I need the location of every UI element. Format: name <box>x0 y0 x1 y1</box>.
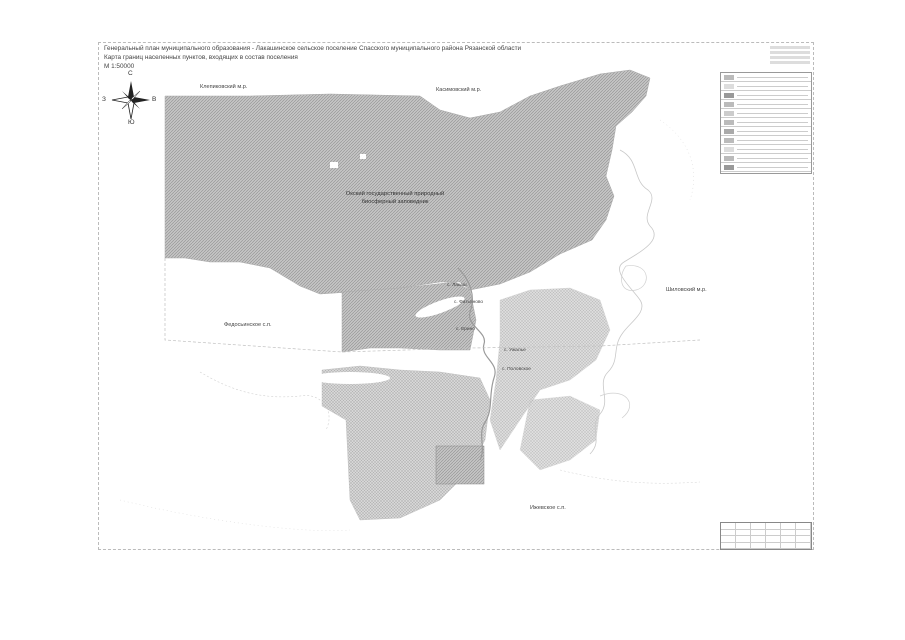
title-block <box>720 522 812 550</box>
compass-north: С <box>128 70 133 77</box>
neighbor-label: Ижевское с.п. <box>530 505 566 511</box>
map-title: Генеральный план муниципального образования - Лакашинское сельское поселение Спасского муниципального района Рязанской области <box>104 45 522 52</box>
lower-territory <box>322 366 490 520</box>
legend-panel <box>720 72 812 174</box>
map-scale: М 1:50000 <box>104 63 135 70</box>
reserve-label <box>330 190 460 206</box>
map-subtitle: Карта границ населенных пунктов, входящих в состав поселения <box>104 54 298 61</box>
compass-east: В <box>152 96 157 103</box>
neighbor-label: Касимовский м.р. <box>436 87 482 93</box>
village-label: с. Лакаш <box>447 283 467 288</box>
village-label: с. Ужалье <box>504 348 526 353</box>
neighbor-label: Федосьинское с.п. <box>224 322 272 328</box>
village-label: с. Ерино <box>456 327 475 332</box>
southern-territory <box>342 282 476 352</box>
village-label: с. Фатьяново <box>454 300 484 305</box>
neighbor-label: Клепиковский м.р. <box>200 84 248 90</box>
dark-parcel <box>436 446 484 484</box>
reserve-label-line1: Окский государственный природный <box>345 191 445 197</box>
reserve-label-line2: биосферный заповедник <box>361 199 429 205</box>
compass-south: Ю <box>128 119 135 126</box>
compass-west: З <box>102 96 106 103</box>
reserve-territory <box>165 70 650 294</box>
corner-stamp <box>770 44 810 68</box>
village-label: с. Половское <box>502 367 531 372</box>
neighbor-label: Шиловский м.р. <box>666 287 707 293</box>
